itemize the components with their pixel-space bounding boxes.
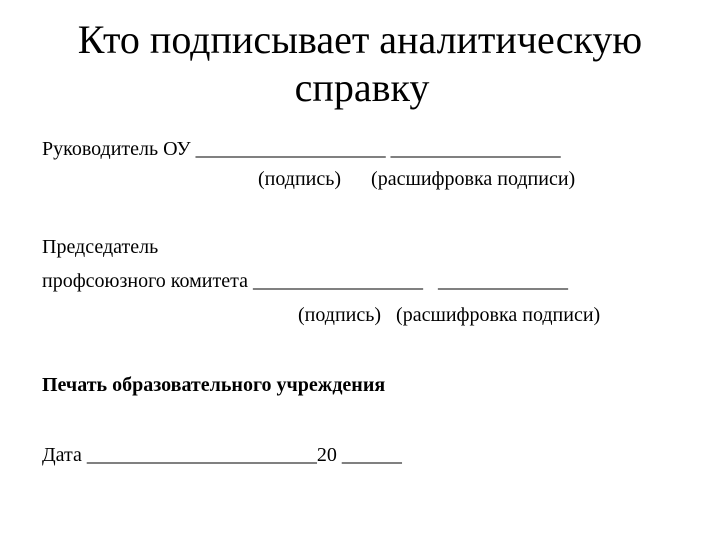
union-signature-line: профсоюзного комитета _________________ _____________ (42, 270, 568, 292)
page-title (0, 16, 720, 112)
title-line-2: справку (294, 65, 430, 110)
head-signature-line: Руководитель ОУ ___________________ _________________ (42, 138, 561, 160)
union-chair-label: Председатель (42, 236, 159, 258)
date-line: Дата _______________________20 ______ (42, 444, 402, 466)
union-signature-captions: (подпись) (расшифровка подписи) (298, 304, 601, 326)
title-line-1: Кто подписывает аналитическую (77, 17, 643, 62)
seal-label: Печать образовательного учреждения (42, 374, 386, 396)
head-signature-captions: (подпись) (расшифровка подписи) (258, 168, 576, 190)
